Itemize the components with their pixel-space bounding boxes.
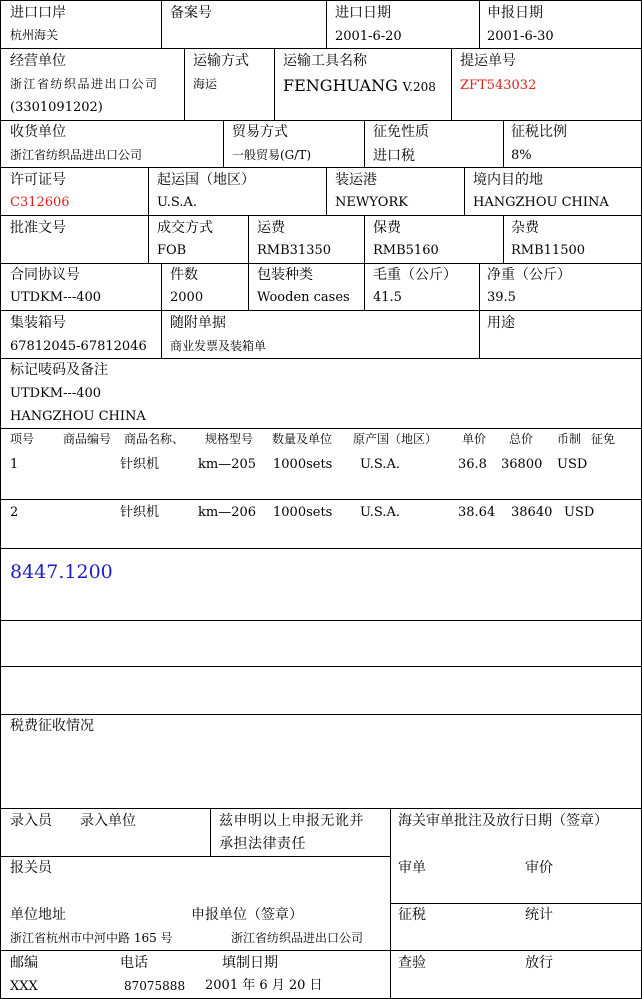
goods-header-exemption: 征免 [591,432,616,446]
rule [0,428,642,429]
goods-header-origin: 原产国（地区） [353,432,438,446]
insurance-value: RMB5160 [373,243,439,258]
rule [326,167,327,215]
postcode-label: 邮编 [10,955,38,971]
rule [364,120,365,167]
goods-row-2-qty: 1000sets [273,505,333,520]
postcode-value: XXX [10,979,38,994]
goods-row-1-qty: 1000sets [273,457,333,472]
vehicle-name: FENGHUANG [283,76,398,95]
goods-row-1-no: 1 [10,457,19,472]
destination-value: HANGZHOU CHINA [473,195,609,210]
origin-country-label: 起运国（地区） [157,172,255,188]
rule [184,48,185,120]
container-no-label: 集装箱号 [10,315,66,331]
goods-row-1-currency: USD [557,457,588,472]
rule [0,950,642,951]
business-unit-code: (3301091202) [10,100,103,115]
declare-unit-label: 申报单位（签章） [191,907,303,923]
rule [0,856,390,857]
declare-unit-value: 浙江省纺织品进出口公司 [231,931,364,945]
origin-country-value: U.S.A. [157,195,197,210]
approval-no-label: 批准文号 [10,220,66,236]
rule [161,263,162,310]
packing-value: Wooden cases [257,290,350,305]
bill-of-lading-label: 提运单号 [460,53,516,69]
destination-label: 境内目的地 [473,172,543,188]
tax-rate-label: 征税比例 [511,124,567,140]
address-value: 浙江省杭州市中河中路 165 号 [10,931,173,945]
port-label: 进口口岸 [10,5,66,21]
price-review-label: 审价 [525,860,553,876]
rule [326,0,327,48]
goods-header-unit-price: 单价 [462,432,487,446]
rule [0,714,642,715]
rule [503,215,504,263]
rule [364,263,365,310]
rule [223,120,224,167]
rule [479,263,480,310]
transport-mode-value: 海运 [193,77,218,91]
rule [390,808,391,999]
freight-label: 运费 [257,220,285,236]
entry-unit-label: 录入单位 [80,813,136,829]
goods-row-1-model: km—205 [198,457,257,472]
vehicle-name-value [283,78,436,94]
goods-row-2-name: 针织机 [120,505,160,520]
usage-label: 用途 [487,315,515,331]
goods-row-1-name: 针织机 [120,457,160,472]
statistics-label: 统计 [525,907,553,923]
rule [503,120,504,167]
rule [210,808,211,856]
exemption-value: 进口税 [373,148,415,164]
rule [0,167,642,168]
rule [0,48,642,49]
license-label: 许可证号 [10,172,66,188]
attached-docs-value: 商业发票及装箱单 [170,339,267,353]
rule [0,808,642,809]
rule [0,666,642,667]
entry-clerk-label: 录入员 [10,813,52,829]
pieces-label: 件数 [170,267,198,283]
rule [0,548,642,549]
goods-row-1-price: 36.8 [458,457,487,472]
phone-value: 87075888 [124,979,186,993]
goods-header-name: 商品名称、 [124,432,185,446]
rule [451,48,452,120]
deal-mode-value: FOB [157,243,187,258]
deal-mode-label: 成交方式 [157,220,213,236]
rule [0,620,642,621]
goods-row-1-total: 36800 [501,457,543,472]
gross-weight-value: 41.5 [373,290,402,305]
trade-mode-label: 贸易方式 [232,124,288,140]
consignee-value: 浙江省纺织品进出口公司 [10,148,143,162]
gross-weight-label: 毛重（公斤） [373,267,457,283]
vehicle-name-label: 运输工具名称 [283,53,367,69]
declaration-statement-1: 兹申明以上申报无讹并 [219,813,364,829]
marks-line-2: HANGZHOU CHINA [10,409,146,424]
container-no-value: 67812045-67812046 [10,339,147,354]
license-value: C312606 [10,195,70,210]
rule [0,499,642,500]
loading-port-value: NEWYORK [335,195,408,210]
vehicle-voyage: V.208 [402,80,436,94]
loading-port-label: 装运港 [335,172,377,188]
consignee-label: 收货单位 [10,124,66,140]
record-no-label: 备案号 [170,5,212,21]
goods-row-2-price: 38.64 [458,505,496,520]
marks-label: 标记唛码及备注 [10,362,108,378]
net-weight-label: 净重（公斤） [487,267,571,283]
contract-label: 合同协议号 [10,267,80,283]
goods-row-1-origin: U.S.A. [360,457,400,472]
rule [248,215,249,263]
customs-approval-label: 海关审单批注及放行日期（签章） [398,813,608,829]
rule [0,120,642,121]
net-weight-value: 39.5 [487,290,516,305]
goods-header-item-no: 项号 [10,432,35,446]
rule [0,0,642,1]
document-review-label: 审单 [398,860,426,876]
rule [0,215,642,216]
goods-row-2-no: 2 [10,505,19,520]
rule [0,263,642,264]
insurance-label: 保费 [373,220,401,236]
rule [0,0,1,999]
declaration-statement-2: 承担法律责任 [219,836,306,852]
packing-label: 包装种类 [257,267,313,283]
goods-header-model: 规格型号 [205,432,254,446]
goods-row-2-total: 38640 [511,505,553,520]
pieces-value: 2000 [170,290,204,305]
rule [161,0,162,48]
fill-date-value: 2001 年 6 月 20 日 [205,978,323,993]
broker-label: 报关员 [10,860,52,876]
fill-date-label: 填制日期 [222,955,278,971]
freight-value: RMB31350 [257,243,332,258]
business-unit-value: 浙江省纺织品进出口公司 [10,77,159,91]
inspection-label: 查验 [398,955,426,971]
rule [0,358,642,359]
import-date-label: 进口日期 [335,5,391,21]
tax-rate-value: 8% [511,148,532,163]
rule [148,215,149,263]
misc-fee-value: RMB11500 [511,243,586,258]
business-unit-label: 经营单位 [10,53,66,69]
import-date-value: 2001-6-20 [335,29,402,44]
contract-value: UTDKM---400 [10,290,102,305]
rule [148,167,149,215]
exemption-label: 征免性质 [373,124,429,140]
port-value: 杭州海关 [10,28,59,42]
rule [479,0,480,48]
address-label: 单位地址 [10,907,66,923]
tax-collect-label: 征税 [398,907,426,923]
marks-line-1: UTDKM---400 [10,386,102,401]
declare-date-value: 2001-6-30 [487,29,554,44]
bill-of-lading-value: ZFT543032 [460,78,537,93]
phone-label: 电话 [120,955,148,971]
release-label: 放行 [525,955,553,971]
goods-row-2-origin: U.S.A. [360,505,400,520]
goods-header-total: 总价 [509,432,534,446]
rule [364,215,365,263]
goods-header-code: 商品编号 [63,432,112,446]
handwritten-amount: 8447.1200 [10,561,113,583]
goods-header-quantity: 数量及单位 [272,432,333,446]
attached-docs-label: 随附单据 [170,315,226,331]
rule [390,903,642,904]
declare-date-label: 申报日期 [487,5,543,21]
goods-header-currency: 币制 [557,432,582,446]
transport-mode-label: 运输方式 [193,53,249,69]
rule [274,48,275,120]
rule [0,310,642,311]
goods-row-2-currency: USD [564,505,595,520]
trade-mode-value: 一般贸易(G/T) [232,148,311,162]
tax-collection-label: 税费征收情况 [10,718,94,734]
rule [161,310,162,358]
rule [248,263,249,310]
misc-fee-label: 杂费 [511,220,539,236]
goods-row-2-model: km—206 [198,505,257,520]
rule [479,310,480,358]
rule [464,167,465,215]
